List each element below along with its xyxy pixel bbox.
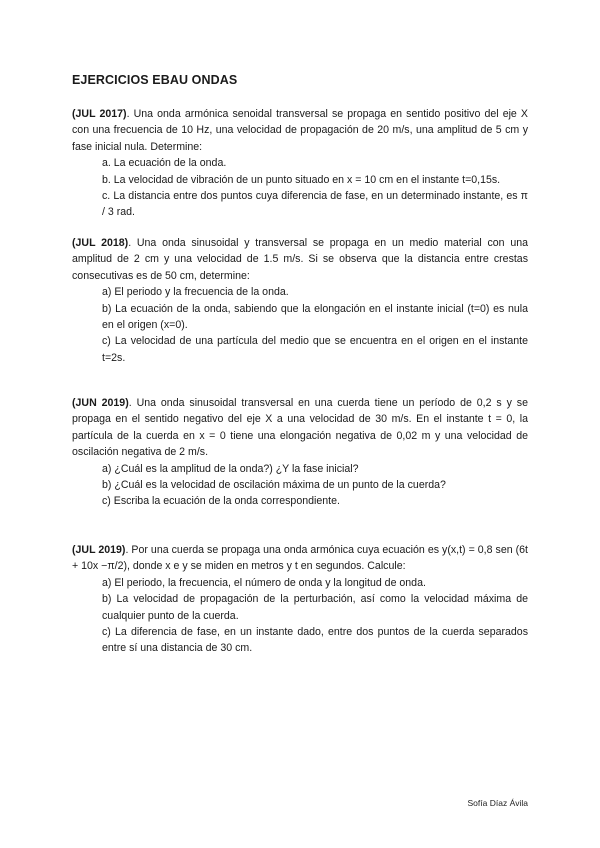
exercise-statement	[72, 235, 528, 284]
exercise-jul-2019	[72, 542, 528, 657]
exercise-statement	[72, 106, 528, 155]
question-item: b) La velocidad de propagación de la perturbación, así como la velocidad máxima de cualquier punto de la cuerda.	[102, 593, 528, 622]
exercise-intro-text: . Una onda sinusoidal y transversal se propaga en un medio material con una amplitud de 2 cm y una velocidad de 1.5 m/s. Si se observa que la distancia entre crestas consecutivas es de 50 cm, determine:	[72, 237, 528, 282]
exercise-intro-text: . Una onda armónica senoidal transversal se propaga en sentido positivo del eje X con una frecuencia de 10 Hz, una velocidad de propagación de 20 m/s, una amplitud de 5 cm y fase inicial nula. Determine:	[72, 108, 529, 153]
exam-date-tag: (JUL 2017)	[72, 108, 127, 120]
exam-date-tag: (JUL 2019)	[72, 544, 126, 556]
exam-date-tag: (JUL 2018)	[72, 237, 129, 249]
footer-author: Sofía Díaz Ávila	[467, 798, 528, 808]
question-item: a) ¿Cuál es la amplitud de la onda?) ¿Y la fase inicial?	[102, 462, 359, 475]
question-item: b) ¿Cuál es la velocidad de oscilación máxima de un punto de la cuerda?	[102, 479, 446, 492]
question-item: b. La velocidad de vibración de un punto situado en x = 10 cm en el instante t=0,15s.	[102, 173, 501, 186]
exercise-jul-2017	[72, 106, 528, 221]
question-item: a) El periodo y la frecuencia de la onda.	[102, 286, 289, 299]
exercise-statement	[72, 542, 528, 575]
exam-date-tag: (JUN 2019)	[72, 397, 129, 409]
page-title: EJERCICIOS EBAU ONDAS	[72, 73, 238, 87]
exercise-jun-2019	[72, 395, 528, 510]
exercise-intro-text: . Por una cuerda se propaga una onda armónica cuya ecuación es y(x,t) = 0,8 sen (6t + 10x −π/2), donde x e y se miden en metros y t en segundos. Calcule:	[72, 544, 528, 573]
exercise-jul-2018	[72, 235, 528, 366]
question-item: c. La distancia entre dos puntos cuya diferencia de fase, en un determinado instante, es π / 3 rad.	[102, 190, 528, 219]
question-item: b) La ecuación de la onda, sabiendo que la elongación en el instante inicial (t=0) es nula en el origen (x=0).	[102, 302, 528, 332]
question-item: c) Escriba la ecuación de la onda correspondiente.	[102, 495, 340, 508]
exercise-statement	[72, 395, 528, 461]
question-item: c) La diferencia de fase, en un instante dado, entre dos puntos de la cuerda separados entre sí una distancia de 30 cm.	[102, 626, 528, 655]
exercise-intro-text: . Una onda sinusoidal transversal en una cuerda tiene un período de 0,2 s y se propaga en el sentido negativo del eje X a una velocidad de 30 m/s. En el instante t = 0, la partícula de la cuerda en x = 0 tiene una elongación negativa de 0,02 m y una velocidad de oscilación negativa de 2 m/s.	[72, 397, 528, 459]
question-list	[72, 575, 528, 657]
question-list	[72, 284, 528, 366]
question-item: a) El periodo, la frecuencia, el número de onda y la longitud de onda.	[102, 576, 426, 589]
question-list	[72, 461, 528, 510]
question-list	[72, 155, 528, 221]
question-item: a. La ecuación de la onda.	[102, 157, 227, 170]
question-item: c) La velocidad de una partícula del medio que se encuentra en el origen en el instante t=2s.	[102, 335, 528, 364]
